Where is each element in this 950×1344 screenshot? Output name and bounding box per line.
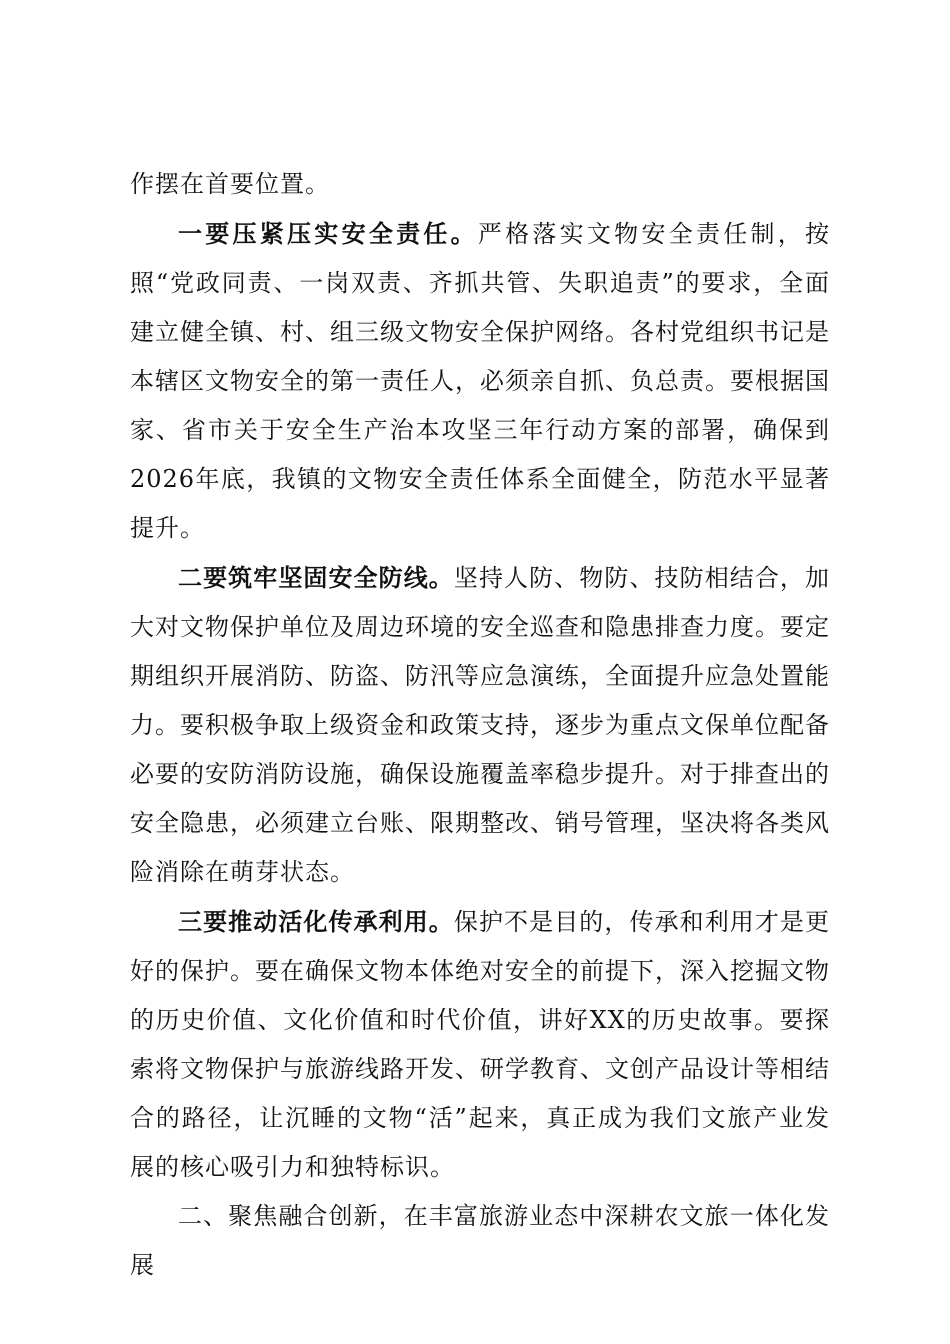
paragraph-safety-defense [130,553,830,897]
paragraph-heritage-utilization [130,897,830,1192]
paragraph-text: 保护不是目的，传承和利用才是更好的保护。要在确保文物本体绝对安全的前提下，深入挖掘文物的历史价值、文化价值和时代价值，讲好XX的历史故事。要探索将文物保护与旅游线路开发、研学教育、文创产品设计等相结合的路径，让沉睡的文物“活”起来，真正成为我们文旅产业发展的核心吸引力和独特标识。 [130,908,831,1181]
paragraph-continuation [130,160,830,209]
paragraph-lead-heading: 一要压紧压实安全责任。 [178,219,478,248]
section-heading-text: 二、聚焦融合创新，在丰富旅游业态中深耕农文旅一体化发展 [130,1202,830,1279]
paragraph-lead-heading: 二要筑牢坚固安全防线。 [178,563,454,592]
paragraph-text: 坚持人防、物防、技防相结合，加大对文物保护单位及周边环境的安全巡查和隐患排查力度。要定期组织开展消防、防盗、防汛等应急演练，全面提升应急处置能力。要积极争取上级资金和政策支持，逐步为重点文保单位配备必要的安防消防设施，确保设施覆盖率稳步提升。对于排查出的安全隐患，必须建立台账、限期整改、销号管理，坚决将各类风险消除在萌芽状态。 [130,564,831,886]
paragraph-safety-responsibility [130,209,830,553]
paragraph-text: 作摆在首要位置。 [130,170,330,198]
paragraph-text: 严格落实文物安全责任制，按照“党政同责、一岗双责、齐抓共管、失职追责”的要求，全面建立健全镇、村、组三级文物安全保护网络。各村党组织书记是本辖区文物安全的第一责任人，必须亲自抓、负总责。要根据国家、省市关于安全生产治本攻坚三年行动方案的部署，确保到2026年底，我镇的文物安全责任体系全面健全，防范水平显著提升。 [130,220,831,542]
paragraph-lead-heading: 三要推动活化传承利用。 [178,907,454,936]
section-heading-two [130,1192,830,1290]
document-body [130,160,830,1290]
